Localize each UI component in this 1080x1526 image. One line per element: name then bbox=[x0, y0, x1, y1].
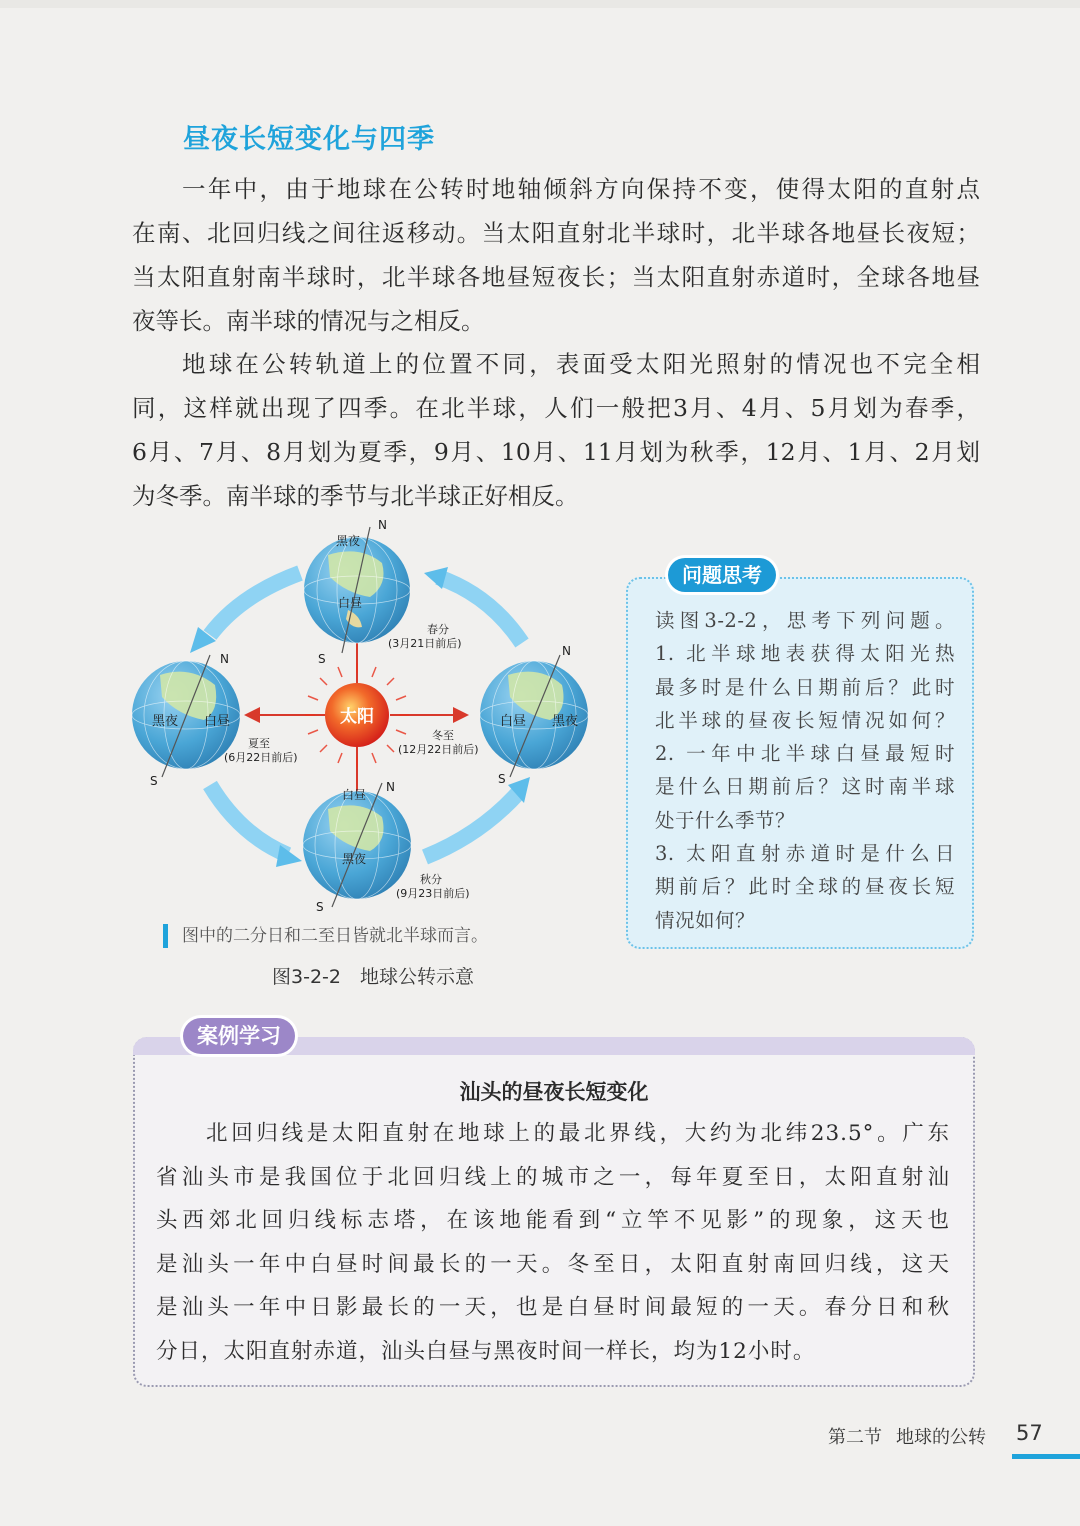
question-line: 1. 北半球地表获得太阳光热 bbox=[655, 642, 955, 666]
question-line: 最多时是什么日期前后？此时 bbox=[655, 675, 955, 699]
night-label: 黑夜 bbox=[552, 714, 579, 729]
winter-name: 冬至 bbox=[432, 729, 454, 742]
south-label: S bbox=[316, 900, 324, 914]
spring-name: 春分 bbox=[427, 623, 449, 636]
paragraph-1 bbox=[132, 167, 980, 343]
page-top-strip bbox=[0, 0, 1080, 8]
text-line: 当太阳直射南半球时，北半球各地昼短夜长；当太阳直射赤道时，全球各地昼 bbox=[132, 263, 980, 291]
summer-name: 夏至 bbox=[248, 737, 270, 750]
question-line: 期前后？此时全球的昼夜长短 bbox=[655, 875, 955, 899]
earth-revolution-figure bbox=[120, 515, 620, 915]
page-number: 57 bbox=[1016, 1421, 1043, 1445]
north-label: N bbox=[386, 780, 395, 794]
night-label: 黑夜 bbox=[152, 714, 179, 729]
text-line: 同，这样就出现了四季。在北半球，人们一般把3月、4月、5月划为春季， bbox=[132, 394, 980, 422]
case-line: 是汕头一年中白昼时间最长的一天。冬至日，太阳直射南回归线，这天 bbox=[156, 1251, 950, 1277]
question-line: 2. 一年中北半球白昼最短时 bbox=[655, 742, 955, 766]
text-line: 一年中，由于地球在公转时地轴倾斜方向保持不变，使得太阳的直射点 bbox=[182, 175, 980, 203]
south-label: S bbox=[318, 652, 326, 666]
question-line: 处于什么季节？ bbox=[655, 808, 796, 832]
question-line: 读图3-2-2，思考下列问题。 bbox=[655, 609, 955, 632]
figure-caption: 图3-2-2 地球公转示意 bbox=[272, 966, 474, 988]
question-line: 北半球的昼夜长短情况如何？ bbox=[655, 708, 955, 732]
footer-section: 第二节 bbox=[828, 1427, 882, 1448]
north-label: N bbox=[220, 652, 229, 666]
text-line: 夜等长。南半球的情况与之相反。 bbox=[132, 307, 485, 335]
night-label: 黑夜 bbox=[336, 534, 361, 548]
text-line: 6月、7月、8月划为夏季，9月、10月、11月划为秋季，12月、1月、2月划 bbox=[132, 438, 980, 466]
day-label: 白昼 bbox=[342, 788, 367, 802]
day-label: 白昼 bbox=[500, 714, 527, 729]
spring-date: (3月21日前后) bbox=[388, 637, 462, 650]
case-line: 北回归线是太阳直射在地球上的最北界线，大约为北纬23.5°。广东 bbox=[206, 1121, 950, 1146]
question-line: 情况如何？ bbox=[655, 908, 756, 932]
footer-chapter: 地球的公转 bbox=[896, 1427, 986, 1448]
north-label: N bbox=[562, 644, 571, 658]
sun-label: 太阳 bbox=[340, 707, 374, 727]
text-line: 地球在公转轨道上的位置不同，表面受太阳光照射的情况也不完全相 bbox=[182, 350, 980, 378]
running-footer bbox=[828, 1423, 986, 1449]
case-study-badge: 案例学习 bbox=[183, 1018, 295, 1054]
south-label: S bbox=[498, 772, 506, 786]
case-line: 头西郊北回归线标志塔，在该地能看到“立竿不见影”的现象，这天也 bbox=[156, 1208, 950, 1234]
paragraph-2 bbox=[132, 342, 980, 518]
globe-spring bbox=[304, 518, 462, 666]
night-label: 黑夜 bbox=[342, 852, 367, 866]
autumn-date: (9月23日前后) bbox=[396, 887, 470, 900]
case-study-text bbox=[156, 1112, 950, 1374]
case-line: 省汕头市是我国位于北回归线上的城市之一，每年夏至日，太阳直射汕 bbox=[156, 1164, 950, 1190]
question-text bbox=[655, 604, 955, 937]
south-label: S bbox=[150, 774, 158, 788]
case-line: 分日，太阳直射赤道，汕头白昼与黑夜时间一样长，均为12小时。 bbox=[156, 1338, 816, 1364]
question-line: 是什么日期前后？这时南半球 bbox=[655, 775, 955, 799]
footer-accent-bar bbox=[1012, 1454, 1080, 1459]
case-line: 是汕头一年中日影最长的一天，也是白昼时间最短的一天。春分日和秋 bbox=[156, 1295, 950, 1321]
day-label: 白昼 bbox=[338, 596, 363, 610]
text-line: 在南、北回归线之间往返移动。当太阳直射北半球时，北半球各地昼长夜短； bbox=[132, 219, 980, 247]
text-line: 为冬季。南半球的季节与北半球正好相反。 bbox=[132, 482, 579, 510]
north-label: N bbox=[378, 518, 387, 532]
figure-note: 图中的二分日和二至日皆就北半球而言。 bbox=[163, 924, 488, 948]
summer-date: (6月22日前后) bbox=[224, 751, 298, 764]
globe-summer bbox=[132, 652, 298, 788]
question-line: 3. 太阳直射赤道时是什么日 bbox=[655, 842, 955, 866]
winter-date: (12月22日前后) bbox=[398, 743, 479, 756]
case-study-title: 汕头的昼夜长短变化 bbox=[459, 1080, 649, 1104]
autumn-name: 秋分 bbox=[420, 873, 442, 886]
question-badge: 问题思考 bbox=[668, 558, 776, 592]
day-label: 白昼 bbox=[204, 714, 231, 729]
section-title: 昼夜长短变化与四季 bbox=[183, 124, 435, 155]
